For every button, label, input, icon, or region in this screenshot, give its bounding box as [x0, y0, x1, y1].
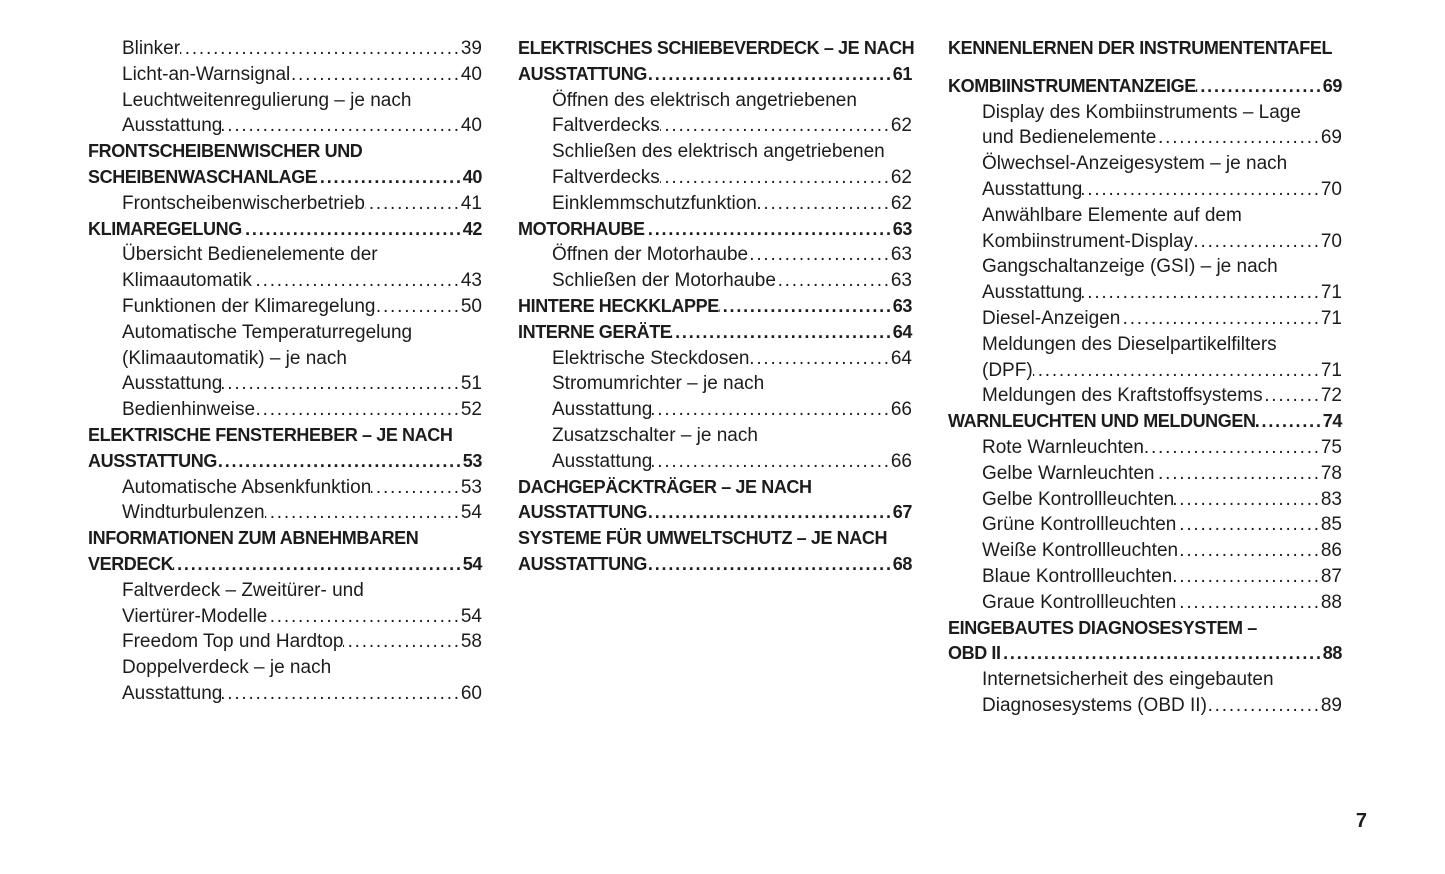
dot-leader — [1144, 435, 1321, 461]
toc-entry-line — [518, 552, 912, 578]
toc-entry — [948, 203, 1342, 255]
entry-label: KOMBIINSTRUMENTANZEIGE — [948, 75, 1196, 96]
entry-label: Windturbulenzen — [122, 502, 265, 524]
toc-entry — [948, 36, 1342, 62]
toc-entry-line — [518, 320, 912, 346]
toc-entry-line — [518, 346, 912, 372]
toc-entry-line — [88, 217, 482, 243]
entry-label: Rote Warnleuchten — [982, 436, 1144, 458]
dot-leader — [180, 36, 461, 62]
toc-entry — [948, 100, 1342, 152]
entry-label: AUSSTATTUNG — [518, 63, 647, 84]
toc-entry-line — [948, 229, 1342, 255]
toc-entry-line — [88, 36, 482, 62]
entry-page-number: 71 — [1320, 307, 1342, 329]
entry-page-number: 86 — [1320, 540, 1342, 562]
toc-entry-line — [88, 578, 482, 604]
toc-entry — [948, 306, 1342, 332]
toc-entry-line — [948, 203, 1342, 229]
toc-entry-line — [948, 332, 1342, 358]
toc-entry — [88, 88, 482, 140]
entry-page-number: 60 — [460, 682, 482, 704]
toc-entry — [948, 538, 1342, 564]
entry-page-number: 63 — [890, 270, 912, 292]
dot-leader — [1120, 306, 1321, 332]
toc-entry — [948, 667, 1342, 719]
toc-entry — [88, 526, 482, 578]
dot-leader — [1082, 280, 1321, 306]
toc-entry-line — [518, 191, 912, 217]
entry-label: Diesel-Anzeigen — [982, 307, 1121, 329]
toc-entry-line — [88, 139, 482, 165]
toc-entry — [88, 62, 482, 88]
entry-label: Leuchtweitenregulierung – je nach — [122, 89, 412, 111]
entry-label: Freedom Top und Hardtop — [122, 631, 344, 653]
dot-leader — [660, 165, 891, 191]
dot-leader — [222, 113, 461, 139]
entry-label: Gelbe Kontrollleuchten — [982, 488, 1175, 510]
entry-page-number: 88 — [1322, 643, 1342, 664]
toc-entry-line — [88, 294, 482, 320]
entry-page-number: 70 — [1320, 178, 1342, 200]
toc-entry — [948, 435, 1342, 461]
entry-page-number: 54 — [460, 502, 482, 524]
entry-page-number: 61 — [892, 63, 912, 84]
dot-leader — [1176, 590, 1321, 616]
entry-label: Elektrische Steckdosen — [552, 347, 750, 369]
entry-page-number: 71 — [1320, 359, 1342, 381]
toc-entry — [88, 36, 482, 62]
entry-label: ELEKTRISCHE FENSTERHEBER – JE NACH — [88, 424, 453, 445]
toc-entry-line — [948, 487, 1342, 513]
entry-label: Frontscheibenwischerbetrieb — [122, 192, 365, 214]
entry-label: Bedienhinweise — [122, 399, 256, 421]
toc-entry-line — [948, 177, 1342, 203]
toc-entry-line — [88, 88, 482, 114]
entry-page-number: 54 — [462, 553, 482, 574]
entry-page-number: 74 — [1322, 411, 1342, 432]
dot-leader — [660, 113, 891, 139]
dot-leader — [652, 449, 891, 475]
entry-label: Kombiinstrument-Display — [982, 230, 1194, 252]
entry-page-number: 53 — [462, 450, 482, 471]
toc-entry — [948, 74, 1342, 100]
toc-entry — [518, 191, 912, 217]
toc-entry-line — [518, 397, 912, 423]
toc-entry — [948, 616, 1342, 668]
toc-entry-line — [948, 36, 1342, 62]
toc-entry-line — [518, 113, 912, 139]
toc-entry — [88, 578, 482, 630]
entry-page-number: 40 — [462, 166, 482, 187]
toc-entry — [518, 268, 912, 294]
entry-page-number: 63 — [892, 295, 912, 316]
entry-label: AUSSTATTUNG — [518, 502, 647, 523]
toc-entry — [518, 88, 912, 140]
entry-label: Weiße Kontrollleuchten — [982, 540, 1179, 562]
entry-page-number: 66 — [890, 450, 912, 472]
toc-entry — [88, 629, 482, 655]
toc-entry-line — [948, 564, 1342, 590]
toc-column-3 — [948, 36, 1342, 719]
entry-label: Gangschaltanzeige (GSI) – je nach — [982, 256, 1278, 278]
entry-page-number: 51 — [460, 373, 482, 395]
dot-leader — [1256, 409, 1323, 435]
dot-leader — [719, 294, 893, 320]
toc-entry — [518, 371, 912, 423]
toc-entry-line — [518, 423, 912, 449]
entry-label: INTERNE GERÄTE — [518, 321, 672, 342]
entry-page-number: 64 — [890, 347, 912, 369]
toc-entry-line — [518, 36, 915, 62]
entry-label: Internetsicherheit des eingebauten — [982, 669, 1274, 691]
toc-entry-line — [518, 217, 912, 243]
toc-entry — [88, 397, 482, 423]
entry-label: Faltverdecks — [552, 115, 660, 137]
toc-entry-line — [948, 125, 1342, 151]
toc-entry — [948, 383, 1342, 409]
toc-entry-line — [948, 409, 1342, 435]
toc-entry-line — [948, 667, 1342, 693]
dot-leader — [316, 165, 462, 191]
entry-label: ELEKTRISCHES SCHIEBEVERDECK – JE NACH — [518, 38, 915, 58]
entry-label: Meldungen des Dieselpartikelfilters — [982, 333, 1277, 355]
entry-page-number: 40 — [460, 115, 482, 137]
toc-entry — [518, 475, 912, 527]
entry-page-number: 63 — [892, 218, 912, 239]
toc-entry-line — [518, 242, 912, 268]
entry-label: Diagnosesystems (OBD II) — [982, 694, 1207, 716]
toc-entry-line — [518, 139, 912, 165]
entry-label: Ausstattung — [122, 115, 223, 137]
entry-label: Blaue Kontrollleuchten — [982, 565, 1173, 587]
entry-label: Ausstattung — [552, 399, 653, 421]
toc-entry-line — [948, 280, 1342, 306]
toc-entry-line — [948, 461, 1342, 487]
entry-label: FRONTSCHEIBENWISCHER UND — [88, 141, 363, 162]
toc-entry-line — [88, 268, 482, 294]
entry-label: Graue Kontrollleuchten — [982, 591, 1177, 613]
entry-label: Automatische Absenkfunktion — [122, 476, 372, 498]
entry-page-number: 62 — [890, 166, 912, 188]
toc-entry — [518, 217, 912, 243]
toc-entry — [948, 590, 1342, 616]
toc-entry — [948, 461, 1342, 487]
entry-page-number: 69 — [1320, 127, 1342, 149]
dot-leader — [776, 268, 891, 294]
toc-entry — [948, 254, 1342, 306]
toc-entry — [518, 526, 912, 578]
dot-leader — [255, 397, 461, 423]
entry-page-number: 64 — [892, 321, 912, 342]
toc-entry — [948, 564, 1342, 590]
toc-entry — [88, 475, 482, 501]
toc-column-2 — [518, 36, 915, 719]
entry-page-number: 41 — [460, 192, 482, 214]
dot-leader — [757, 191, 891, 217]
toc-column-1 — [88, 36, 482, 719]
entry-page-number: 75 — [1320, 436, 1342, 458]
entry-label: MOTORHAUBE — [518, 218, 645, 239]
toc-entry-line — [518, 294, 912, 320]
entry-label: Funktionen der Klimaregelung — [122, 295, 376, 317]
dot-leader — [750, 346, 891, 372]
entry-label: WARNLEUCHTEN UND MELDUNGEN — [948, 411, 1256, 432]
toc-entry — [948, 409, 1342, 435]
entry-page-number: 72 — [1320, 385, 1342, 407]
entry-page-number: 87 — [1320, 565, 1342, 587]
entry-label: Anwählbare Elemente auf dem — [982, 204, 1242, 226]
toc-entry-line — [948, 435, 1342, 461]
dot-leader — [647, 62, 893, 88]
entry-label: Licht-an-Warnsignal — [122, 63, 291, 85]
toc-entry-line — [948, 306, 1342, 332]
dot-leader — [222, 681, 461, 707]
toc-entry-line — [948, 383, 1342, 409]
entry-label: Zusatzschalter – je nach — [552, 424, 758, 446]
toc-entry-line — [88, 552, 482, 578]
toc-entry-line — [518, 62, 912, 88]
entry-label: Ausstattung — [982, 282, 1083, 304]
entry-label: Klimaautomatik — [122, 270, 252, 292]
dot-leader — [1033, 358, 1321, 384]
toc-entry-line — [88, 191, 482, 217]
entry-label: Automatische Temperaturregelung — [122, 321, 413, 343]
entry-label: Schließen der Motorhaube — [552, 270, 776, 292]
toc-columns — [88, 36, 1342, 719]
entry-label: SCHEIBENWASCHANLAGE — [88, 166, 317, 187]
toc-entry-line — [948, 538, 1342, 564]
page-number: 7 — [1355, 810, 1367, 832]
entry-page-number: 88 — [1320, 591, 1342, 613]
toc-entry-line — [518, 500, 912, 526]
toc-entry-line — [518, 165, 912, 191]
toc-entry — [518, 346, 912, 372]
dot-leader — [1207, 693, 1321, 719]
toc-entry-line — [88, 475, 482, 501]
toc-entry-line — [88, 62, 482, 88]
dot-leader — [647, 552, 893, 578]
toc-entry-line — [948, 616, 1342, 642]
entry-page-number: 70 — [1320, 230, 1342, 252]
toc-entry-line — [88, 242, 482, 268]
entry-page-number: 69 — [1322, 75, 1342, 96]
entry-label: Faltverdeck – Zweitürer- und — [122, 579, 364, 601]
entry-label: HINTERE HECKKLAPPE — [518, 295, 719, 316]
entry-label: Übersicht Bedienelemente der — [122, 244, 378, 266]
entry-label: VERDECK — [88, 553, 174, 574]
toc-entry-line — [518, 371, 912, 397]
entry-page-number: 89 — [1320, 694, 1342, 716]
entry-page-number: 42 — [462, 218, 482, 239]
entry-label: Viertürer-Modelle — [122, 605, 268, 627]
entry-label: Blinker — [122, 38, 181, 59]
toc-entry — [518, 294, 912, 320]
toc-entry — [948, 151, 1342, 203]
entry-label: SYSTEME FÜR UMWELTSCHUTZ – JE NACH — [518, 528, 888, 549]
entry-label: DACHGEPÄCKTRÄGER – JE NACH — [518, 476, 812, 497]
dot-leader — [1172, 564, 1321, 590]
toc-entry-line — [948, 358, 1342, 384]
dot-leader — [376, 294, 461, 320]
toc-entry-line — [948, 151, 1342, 177]
entry-page-number: 63 — [890, 244, 912, 266]
entry-page-number: 78 — [1320, 462, 1342, 484]
entry-page-number: 83 — [1320, 488, 1342, 510]
dot-leader — [371, 475, 461, 501]
entry-label: Ausstattung — [552, 450, 653, 472]
dot-leader — [1263, 383, 1321, 409]
entry-label: Faltverdecks — [552, 166, 660, 188]
dot-leader — [671, 320, 892, 346]
dot-leader — [1193, 229, 1321, 255]
toc-entry — [518, 423, 912, 475]
entry-label: OBD II — [948, 643, 1001, 664]
toc-entry — [518, 139, 912, 191]
dot-leader — [748, 242, 891, 268]
toc-entry-line — [518, 475, 912, 501]
toc-entry — [518, 242, 912, 268]
entry-label: EINGEBAUTES DIAGNOSESYSTEM – — [948, 617, 1257, 638]
toc-entry-line — [948, 512, 1342, 538]
entry-label: Ausstattung — [122, 682, 223, 704]
toc-entry-line — [88, 320, 482, 346]
entry-label: (DPF) — [982, 359, 1033, 381]
entry-label: INFORMATIONEN ZUM ABNEHMBAREN — [88, 528, 419, 549]
entry-page-number: 62 — [890, 115, 912, 137]
toc-entry-line — [88, 397, 482, 423]
dot-leader — [265, 500, 461, 526]
entry-label: Doppelverdeck – je nach — [122, 657, 332, 679]
dot-leader — [222, 371, 461, 397]
toc-entry-line — [948, 74, 1342, 100]
entry-page-number: 43 — [460, 270, 482, 292]
toc-entry — [88, 500, 482, 526]
dot-leader — [343, 629, 460, 655]
dot-leader — [267, 604, 460, 630]
entry-page-number: 62 — [890, 192, 912, 214]
entry-label: AUSSTATTUNG — [88, 450, 217, 471]
entry-page-number: 85 — [1320, 514, 1342, 536]
toc-entry — [948, 487, 1342, 513]
toc-entry-line — [948, 100, 1342, 126]
entry-page-number: 40 — [460, 63, 482, 85]
dot-leader — [1174, 487, 1321, 513]
toc-entry-line — [88, 629, 482, 655]
dot-leader — [1155, 461, 1321, 487]
dot-leader — [645, 217, 893, 243]
toc-entry-line — [88, 500, 482, 526]
toc-entry-line — [88, 113, 482, 139]
toc-entry-line — [88, 165, 482, 191]
dot-leader — [1176, 512, 1321, 538]
toc-entry — [88, 139, 482, 191]
toc-entry-line — [88, 346, 482, 372]
toc-entry — [88, 294, 482, 320]
dot-leader — [1001, 641, 1323, 667]
entry-label: Öffnen des elektrisch angetriebenen — [552, 89, 857, 111]
entry-label: Display des Kombiinstruments – Lage — [982, 101, 1301, 123]
dot-leader — [652, 397, 891, 423]
dot-leader — [290, 62, 461, 88]
dot-leader — [647, 500, 893, 526]
toc-entry — [518, 320, 912, 346]
toc-entry-line — [518, 526, 912, 552]
dot-leader — [1156, 125, 1321, 151]
toc-entry — [88, 423, 482, 475]
entry-label: Meldungen des Kraftstoffsystems — [982, 385, 1263, 407]
toc-entry-line — [518, 268, 912, 294]
entry-label: Öffnen der Motorhaube — [552, 244, 749, 266]
entry-label: Stromumrichter – je nach — [552, 373, 765, 395]
toc-entry — [88, 217, 482, 243]
toc-entry-line — [948, 641, 1342, 667]
entry-label: AUSSTATTUNG — [518, 553, 647, 574]
dot-leader — [252, 268, 461, 294]
dot-leader — [1082, 177, 1321, 203]
toc-entry-line — [88, 655, 482, 681]
toc-entry — [948, 512, 1342, 538]
entry-label: Ausstattung — [982, 178, 1083, 200]
entry-page-number: 54 — [460, 605, 482, 627]
toc-entry — [518, 36, 915, 88]
toc-entry — [88, 191, 482, 217]
entry-label: Einklemmschutzfunktion — [552, 192, 757, 214]
entry-label: Schließen des elektrisch angetriebenen — [552, 141, 885, 163]
entry-page-number: 39 — [460, 38, 482, 59]
entry-label: Ölwechsel-Anzeigesystem – je nach — [982, 153, 1288, 175]
toc-entry-line — [948, 254, 1342, 280]
dot-leader — [242, 217, 463, 243]
entry-page-number: 66 — [890, 399, 912, 421]
toc-entry-line — [88, 526, 482, 552]
toc-entry-line — [948, 590, 1342, 616]
dot-leader — [173, 552, 463, 578]
toc-entry — [88, 655, 482, 707]
dot-leader — [1196, 74, 1323, 100]
toc-entry-line — [948, 693, 1342, 719]
toc-entry-line — [88, 371, 482, 397]
dot-leader — [217, 449, 463, 475]
toc-entry — [88, 320, 482, 397]
dot-leader — [1178, 538, 1321, 564]
toc-entry-line — [518, 88, 912, 114]
entry-label: Grüne Kontrollleuchten — [982, 514, 1177, 536]
toc-entry-line — [88, 449, 482, 475]
entry-page-number: 71 — [1320, 282, 1342, 304]
entry-page-number: 58 — [460, 631, 482, 653]
toc-entry-line — [88, 423, 482, 449]
toc-entry — [88, 242, 482, 294]
toc-entry-line — [88, 604, 482, 630]
entry-label: (Klimaautomatik) – je nach — [122, 347, 347, 369]
toc-entry-line — [88, 681, 482, 707]
toc-entry-line — [518, 449, 912, 475]
entry-label: Gelbe Warnleuchten — [982, 462, 1155, 484]
dot-leader — [365, 191, 461, 217]
toc-entry — [948, 332, 1342, 384]
entry-label: und Bedienelemente — [982, 127, 1157, 149]
entry-page-number: 53 — [460, 476, 482, 498]
entry-label: KLIMAREGELUNG — [88, 218, 242, 239]
entry-page-number: 68 — [892, 553, 912, 574]
entry-page-number: 67 — [892, 502, 912, 523]
entry-label: KENNENLERNEN DER INSTRUMENTENTAFEL — [948, 38, 1333, 58]
entry-page-number: 50 — [460, 295, 482, 317]
entry-label: Ausstattung — [122, 373, 223, 395]
entry-page-number: 52 — [460, 399, 482, 421]
